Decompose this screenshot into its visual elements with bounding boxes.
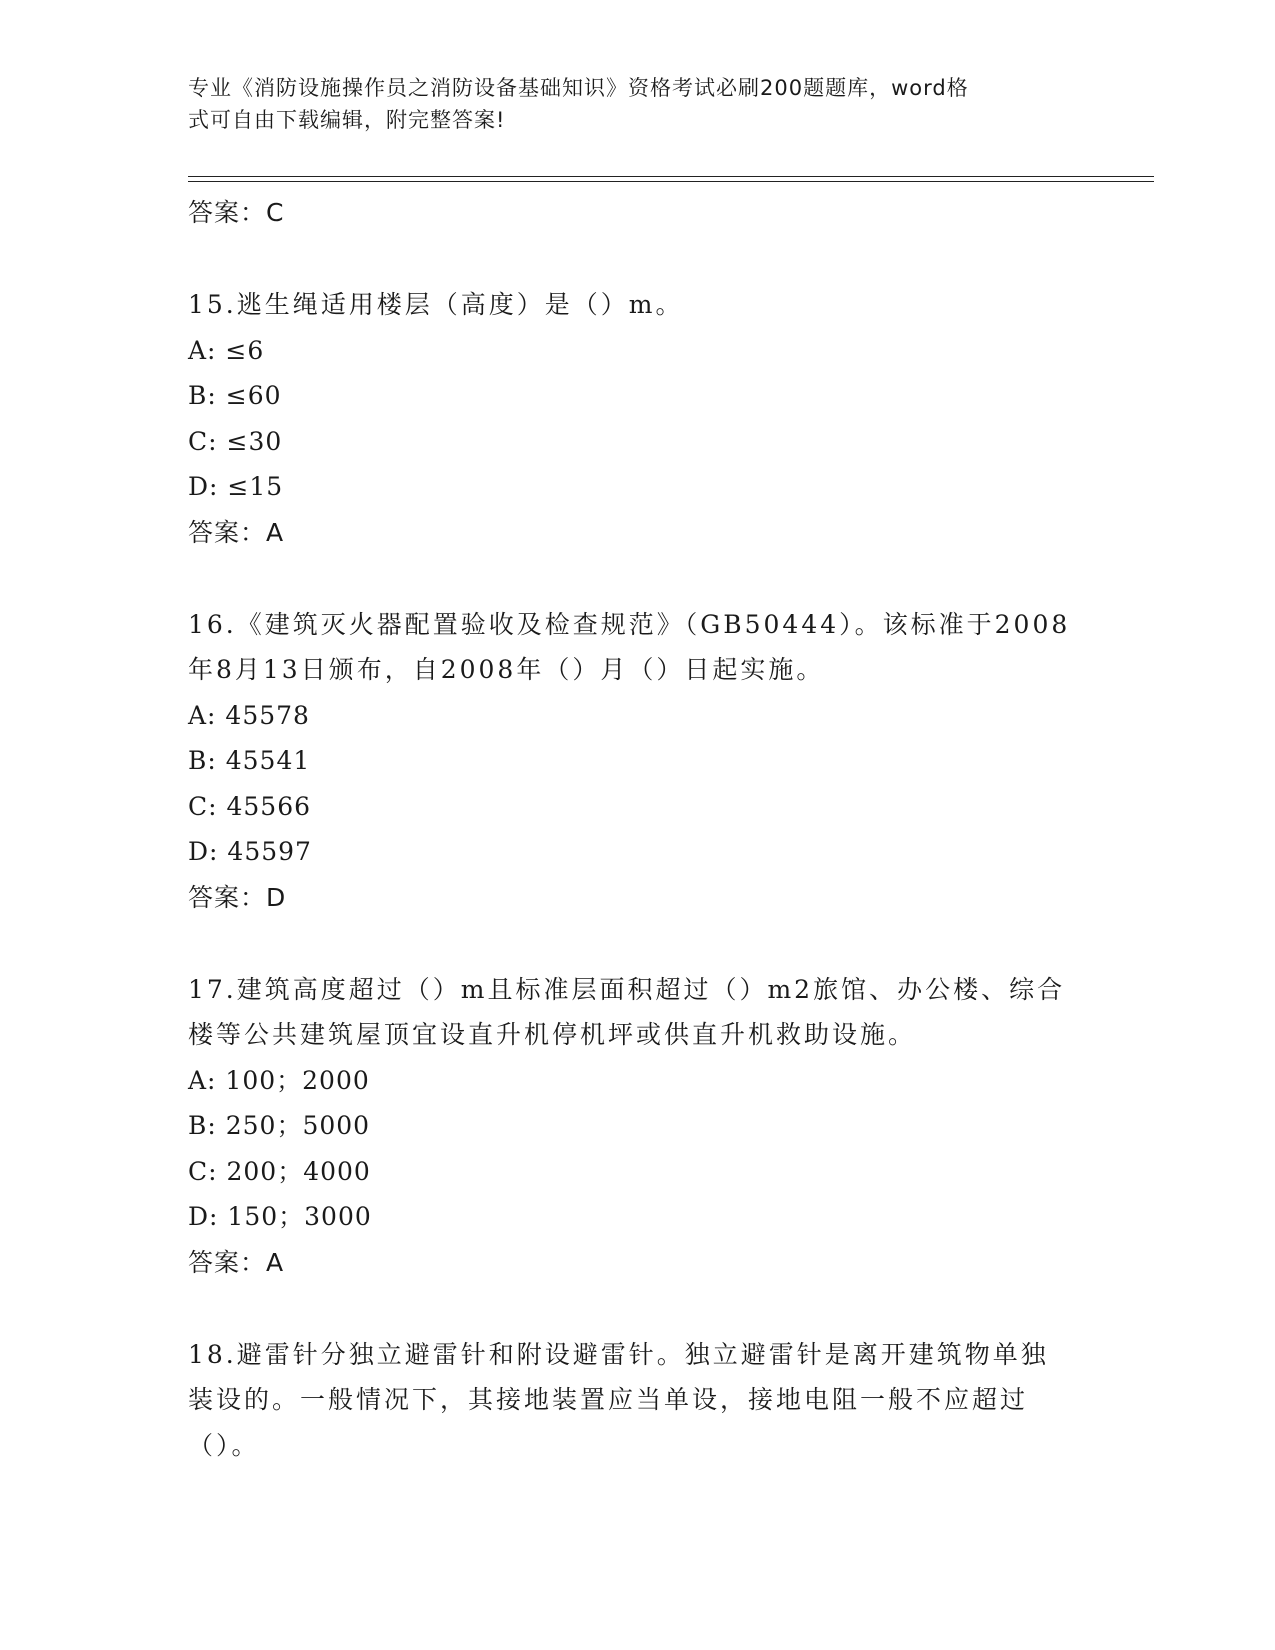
question-text: 楼等公共建筑屋顶宜设直升机停机坪或供直升机救助设施。: [188, 1020, 917, 1049]
header-line: 式可自由下载编辑，附完整答案!: [188, 108, 506, 132]
answer-line: 答案：C: [188, 198, 285, 227]
question-block: [188, 282, 1088, 556]
option-a: A: ≤6: [188, 335, 265, 365]
option-c: C: ≤30: [188, 426, 283, 456]
document-header: [188, 72, 1068, 136]
header-divider: [188, 181, 1154, 182]
header-line: 专业《消防设施操作员之消防设备基础知识》资格考试必刷200题题库，word格: [188, 76, 969, 100]
option-b: B: 45541: [188, 746, 311, 775]
question-text: 17.建筑高度超过（）m且标准层面积超过（）m2旅馆、办公楼、综合: [188, 974, 1066, 1004]
answer-line: 答案：A: [188, 1247, 285, 1277]
header-divider: [188, 176, 1154, 177]
option-d: D: 45597: [188, 837, 312, 866]
option-b: B: 250；5000: [188, 1111, 371, 1140]
question-block: [188, 967, 1088, 1286]
option-a: A: 100；2000: [188, 1065, 370, 1095]
question-text: （）。: [188, 1430, 260, 1460]
option-c: C: 45566: [188, 791, 312, 821]
question-block: [188, 602, 1088, 921]
answer-line: 答案：A: [188, 517, 285, 547]
question-text: 15.逃生绳适用楼层（高度）是（）m。: [188, 290, 684, 319]
question-text: 装设的。一般情况下，其接地装置应当单设，接地电阻一般不应超过: [188, 1385, 1029, 1414]
option-a: A: 45578: [188, 700, 310, 730]
question-text: 年8月13日颁布，自2008年（）月（）日起实施。: [188, 655, 825, 684]
question-block: [188, 1332, 1088, 1469]
option-d: D: 150；3000: [188, 1202, 372, 1231]
answer-line: 答案：D: [188, 882, 287, 912]
option-c: C: 200；4000: [188, 1156, 371, 1186]
question-list: [188, 190, 1088, 1468]
question-text: 18.避雷针分独立避雷针和附设避雷针。独立避雷针是离开建筑物单独: [188, 1339, 1049, 1369]
option-b: B: ≤60: [188, 381, 282, 410]
option-d: D: ≤15: [188, 472, 284, 501]
question-text: 16.《建筑灭火器配置验收及检查规范》（GB50444）。该标准于2008: [188, 609, 1071, 639]
